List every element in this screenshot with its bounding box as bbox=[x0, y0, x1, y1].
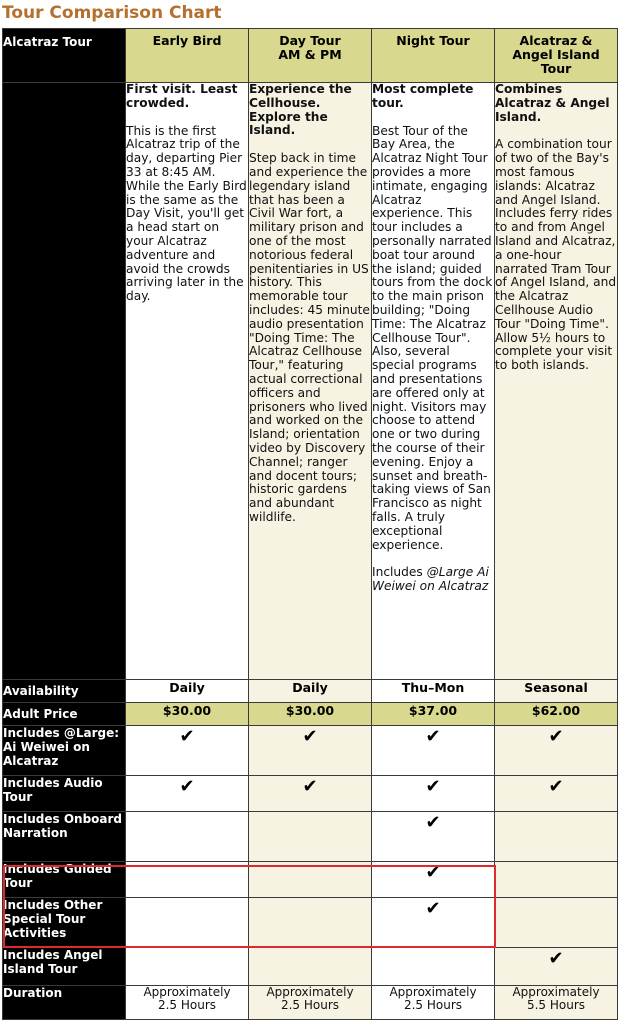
duration-value bbox=[495, 986, 618, 1020]
feature-cell bbox=[249, 812, 372, 862]
feature-row bbox=[3, 898, 618, 948]
feature-cell bbox=[495, 812, 618, 862]
check-icon: ✔ bbox=[425, 898, 441, 919]
row-label-duration: Duration bbox=[3, 986, 126, 1020]
includes-prefix: Includes bbox=[372, 565, 427, 580]
check-icon: ✔ bbox=[302, 726, 318, 747]
description-alcatraz-angel-island bbox=[495, 83, 618, 680]
check-icon: ✔ bbox=[425, 812, 441, 833]
column-header-alcatraz-angel-island bbox=[495, 29, 618, 83]
duration-text: Approximately 2.5 Hours bbox=[266, 985, 354, 1012]
check-icon: ✔ bbox=[179, 726, 195, 747]
feature-cell bbox=[372, 898, 495, 948]
description-body: This is the first Alcatraz trip of the day, departing Pier 33 at 8:45 AM. While the Early Bird is the same as the Day Visit, you'll get a head start on your Alcatraz adventure and avoid the crowds arriving later in the day. bbox=[126, 123, 247, 304]
duration-value bbox=[249, 986, 372, 1020]
feature-row bbox=[3, 812, 618, 862]
description-early-bird bbox=[126, 83, 249, 680]
feature-cell bbox=[372, 812, 495, 862]
description-lead: First visit. Least crowded. bbox=[126, 82, 238, 110]
row-label-adult-price: Adult Price bbox=[3, 703, 126, 726]
check-icon: ✔ bbox=[302, 776, 318, 797]
feature-cell bbox=[372, 948, 495, 986]
description-row-label bbox=[3, 83, 126, 680]
description-lead: Experience the Cellhouse. Explore the Island. bbox=[249, 82, 352, 138]
column-header-night-tour: Night Tour bbox=[372, 29, 495, 83]
feature-cell bbox=[495, 898, 618, 948]
availability-value: Thu–Mon bbox=[372, 680, 495, 703]
feature-cell bbox=[126, 948, 249, 986]
check-icon: ✔ bbox=[425, 776, 441, 797]
price-value: $30.00 bbox=[249, 703, 372, 726]
feature-cell bbox=[126, 776, 249, 812]
row-label-alcatraz-tour: Alcatraz Tour bbox=[3, 29, 126, 83]
feature-row-label: Includes @Large: Ai Weiwei on Alcatraz bbox=[3, 726, 126, 776]
feature-cell bbox=[495, 776, 618, 812]
check-icon: ✔ bbox=[425, 726, 441, 747]
column-header-alcatraz-angel-island-text: Alcatraz & Angel Island Tour bbox=[512, 33, 600, 76]
description-night-tour bbox=[372, 83, 495, 680]
feature-cell bbox=[249, 898, 372, 948]
page-title: Tour Comparison Chart bbox=[2, 3, 222, 23]
description-lead: Combines Alcatraz & Angel Island. bbox=[495, 82, 610, 124]
feature-cell bbox=[495, 948, 618, 986]
duration-value bbox=[126, 986, 249, 1020]
feature-row-label: Includes Other Special Tour Activities bbox=[3, 898, 126, 948]
description-body: A combination tour of two of the Bay's most famous islands: Alcatraz and Angel Island. Includes ferry rides to and from Angel Island and Alcatraz, a one-hour narrated Tram Tour of Angel Island, and the Alcatraz Cellhouse Audio Tour "Doing Time". Allow 5½ hours to complete your visit to both islands. bbox=[495, 137, 617, 373]
feature-cell bbox=[249, 862, 372, 898]
feature-cell bbox=[249, 948, 372, 986]
check-icon: ✔ bbox=[548, 726, 564, 747]
description-includes bbox=[372, 566, 494, 594]
check-icon: ✔ bbox=[548, 948, 564, 969]
description-day-tour bbox=[249, 83, 372, 680]
feature-cell bbox=[126, 812, 249, 862]
row-label-availability: Availability bbox=[3, 680, 126, 703]
tour-comparison-table bbox=[2, 28, 618, 1020]
description-body: Best Tour of the Bay Area, the Alcatraz Night Tour provides a more intimate, engaging Alcatraz experience. This tour includes a personally narrated boat tour around the island; guided tours from the dock to the main prison building; "Doing Time: The Alcatraz Cellhouse Tour". Also, several special programs and presentations are offered only at night. Visitors may choose to attend one or two during the course of their evening. Enjoy a sunset and breath-taking views of San Francisco as night falls. A truly exceptional experience. bbox=[372, 123, 493, 552]
duration-text: Approximately 5.5 Hours bbox=[512, 985, 600, 1012]
check-icon: ✔ bbox=[179, 776, 195, 797]
duration-value bbox=[372, 986, 495, 1020]
feature-cell bbox=[249, 776, 372, 812]
feature-cell bbox=[126, 726, 249, 776]
feature-cell bbox=[495, 726, 618, 776]
includes-link[interactable]: @Large Ai Weiwei on Alcatraz bbox=[372, 565, 489, 594]
price-value: $62.00 bbox=[495, 703, 618, 726]
feature-cell bbox=[495, 862, 618, 898]
feature-row-label: Includes Guided Tour bbox=[3, 862, 126, 898]
feature-row bbox=[3, 726, 618, 776]
check-icon: ✔ bbox=[548, 776, 564, 797]
availability-value: Seasonal bbox=[495, 680, 618, 703]
feature-row bbox=[3, 776, 618, 812]
description-lead: Most complete tour. bbox=[372, 82, 474, 110]
column-header-early-bird: Early Bird bbox=[126, 29, 249, 83]
feature-cell bbox=[126, 862, 249, 898]
feature-row bbox=[3, 862, 618, 898]
feature-row bbox=[3, 948, 618, 986]
feature-row-label: Includes Audio Tour bbox=[3, 776, 126, 812]
price-value: $37.00 bbox=[372, 703, 495, 726]
feature-cell bbox=[249, 726, 372, 776]
description-body: Step back in time and experience the legendary island that has been a Civil War fort, a military prison and one of the most notorious federal penitentiaries in US history. This memorable tour includes: 45 minute audio presentation "Doing Time: The Alcatraz Cellhouse Tour," featuring actual correctional officers and prisoners who lived and worked on the Island; orientation video by Discovery Channel; ranger and docent tours; historic gardens and abundant wildlife. bbox=[249, 151, 370, 524]
feature-row-label: Includes Onboard Narration bbox=[3, 812, 126, 862]
feature-cell bbox=[372, 862, 495, 898]
feature-cell bbox=[372, 776, 495, 812]
column-header-day-tour-text: Day Tour AM & PM bbox=[278, 33, 342, 62]
check-icon: ✔ bbox=[425, 862, 441, 883]
feature-cell bbox=[372, 726, 495, 776]
availability-value: Daily bbox=[249, 680, 372, 703]
feature-cell bbox=[126, 898, 249, 948]
price-value: $30.00 bbox=[126, 703, 249, 726]
column-header-day-tour bbox=[249, 29, 372, 83]
availability-value: Daily bbox=[126, 680, 249, 703]
duration-text: Approximately 2.5 Hours bbox=[143, 985, 231, 1012]
feature-row-label: Includes Angel Island Tour bbox=[3, 948, 126, 986]
duration-text: Approximately 2.5 Hours bbox=[389, 985, 477, 1012]
